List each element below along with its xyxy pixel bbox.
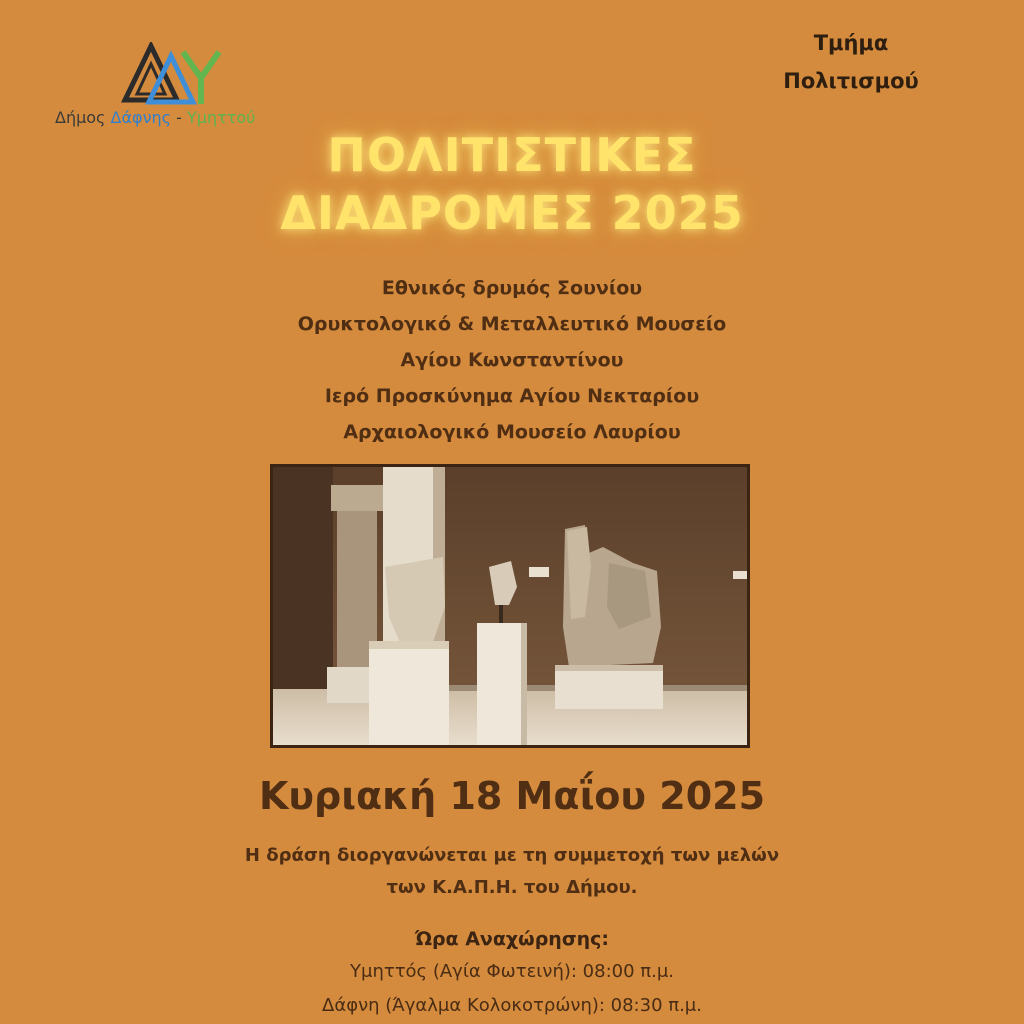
- stop-item: Αρχαιολογικό Μουσείο Λαυρίου: [343, 421, 681, 443]
- municipality-logo-icon: [121, 42, 231, 108]
- stops-list: [0, 270, 1024, 450]
- logo-text: [55, 108, 255, 127]
- headline-line2: ΔΙΑΔΡΟΜΕΣ 2025: [280, 186, 744, 240]
- event-note: [0, 840, 1024, 904]
- note-line1: Η δράση διοργανώνεται με τη συμμετοχή των μελών: [244, 845, 780, 866]
- departure-row: Δάφνη (Άγαλμα Κολοκοτρώνη): 08:30 π.μ.: [322, 995, 702, 1016]
- logo-text-part1: Δήμος: [55, 108, 111, 127]
- headline-line1: ΠΟΛΙΤΙΣΤΙΚΕΣ: [327, 128, 697, 182]
- note-line2: των Κ.Α.Π.Η. του Δήμου.: [386, 877, 638, 898]
- department-line2: Πολιτισμού: [783, 69, 919, 93]
- municipality-logo: [55, 42, 315, 132]
- logo-text-part4: Υμηττού: [187, 108, 256, 127]
- museum-sculptures-image: [273, 467, 747, 745]
- stop-item: Ορυκτολογικό & Μεταλλευτικό Μουσείο: [297, 313, 727, 335]
- museum-photo: [270, 464, 750, 748]
- headline: [0, 126, 1024, 242]
- logo-text-part2: Δάφνης: [110, 108, 172, 127]
- stop-item: Εθνικός δρυμός Σουνίου: [381, 277, 643, 299]
- stop-item: Ιερό Προσκύνημα Αγίου Νεκταρίου: [324, 385, 700, 407]
- department-label: [756, 24, 946, 100]
- departure-title: Ώρα Αναχώρησης:: [414, 928, 610, 950]
- event-date: Κυριακή 18 Μαΐου 2025: [258, 774, 766, 818]
- stop-item: Αγίου Κωνσταντίνου: [400, 349, 624, 371]
- departure-row: Υμηττός (Αγία Φωτεινή): 08:00 π.μ.: [350, 961, 674, 982]
- logo-text-part3: -: [171, 108, 187, 127]
- department-line1: Τμήμα: [813, 31, 889, 55]
